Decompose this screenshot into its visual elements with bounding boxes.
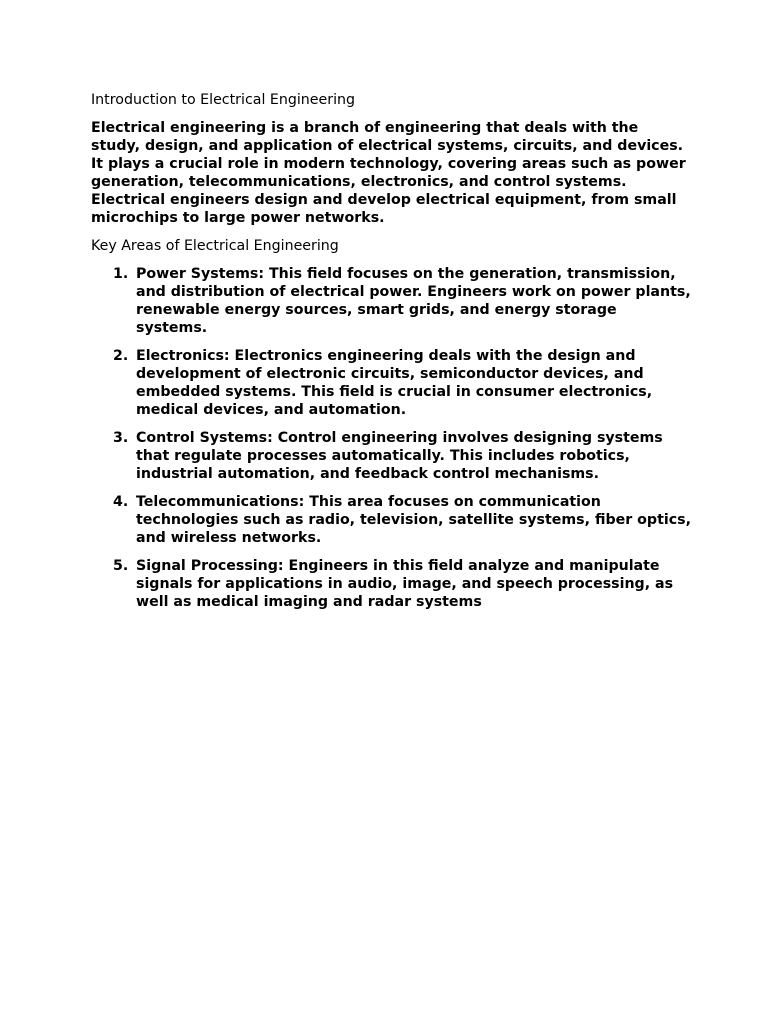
intro-paragraph: Electrical engineering is a branch of engineering that deals with the study, design, and application of electrical systems, circuits, and devices. It plays a crucial role in modern technology, covering areas such as power generation, telecommunications, electronics, and control systems. Electrical engineers design and develop electrical equipment, from small microchips to large power networks. [91,120,686,226]
key-areas-list [91,265,691,611]
list-item-text: Telecommunications: This area focuses on communication technologies such as radio, television, satellite systems, fiber optics, and wireless networks. [136,494,691,546]
list-item-number: 1. [113,266,129,282]
list-item [91,493,691,547]
list-item-text: Control Systems: Control engineering involves designing systems that regulate processes automatically. This includes robotics, industrial automation, and feedback control mechanisms. [136,430,663,482]
document-title: Introduction to Electrical Engineering [91,92,356,108]
list-item-number: 4. [113,494,129,510]
section-heading: Key Areas of Electrical Engineering [91,238,339,254]
list-item [91,347,691,419]
list-item-text: Electronics: Electronics engineering deals with the design and development of electronic circuits, semiconductor devices, and embedded systems. This field is crucial in consumer electronics, medical devices, and automation. [136,348,653,418]
list-item [91,265,691,337]
list-item-number: 2. [113,348,129,364]
list-item-number: 5. [113,558,129,574]
list-item [91,557,691,611]
list-item-text: Power Systems: This field focuses on the generation, transmission, and distribution of electrical power. Engineers work on power plants, renewable energy sources, smart grids, and energy storage systems. [136,266,691,336]
list-item [91,429,691,483]
list-item-number: 3. [113,430,129,446]
list-item-text: Signal Processing: Engineers in this field analyze and manipulate signals for applications in audio, image, and speech processing, as well as medical imaging and radar systems [136,558,674,610]
document-page [91,91,691,621]
